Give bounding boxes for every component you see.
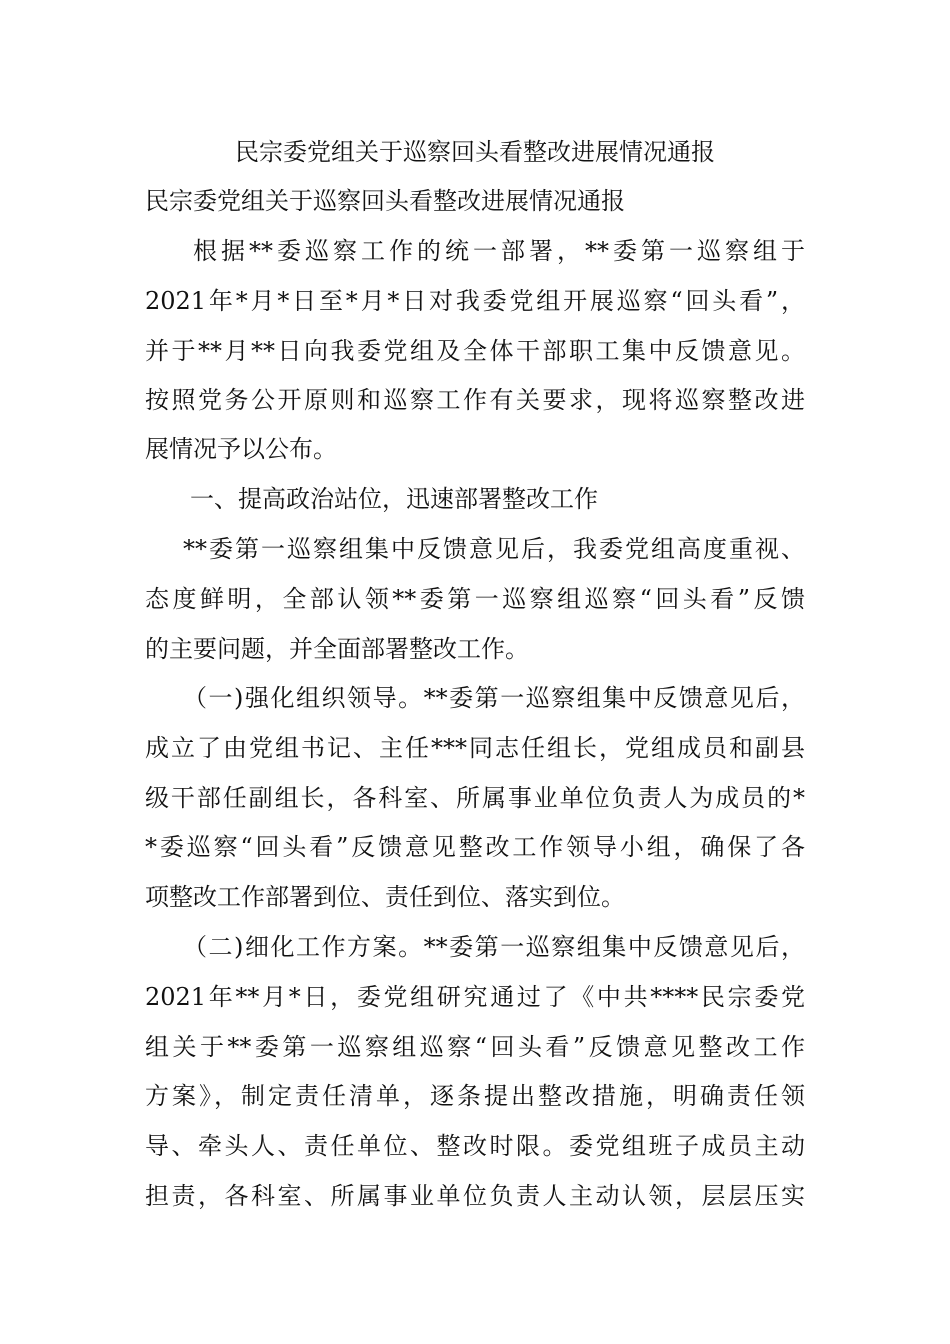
paragraph-4-line-3: 组关于**委第一巡察组巡察“回头看”反馈意见整改工作 [145, 1033, 805, 1061]
paragraph-4-line-2: 2021年**月*日，委党组研究通过了《中共****民宗委党 [145, 983, 805, 1011]
paragraph-3-line-4: *委巡察“回头看”反馈意见整改工作领导小组，确保了各 [145, 833, 805, 861]
paragraph-1-line-2: 2021年*月*日至*月*日对我委党组开展巡察“回头看”， [145, 287, 805, 315]
document-title: 民宗委党组关于巡察回头看整改进展情况通报 [235, 138, 715, 166]
document-title-repeat: 民宗委党组关于巡察回头看整改进展情况通报 [145, 187, 625, 215]
paragraph-1-line-5: 展情况予以公布。 [145, 435, 337, 463]
paragraph-2-line-3: 的主要问题，并全面部署整改工作。 [145, 635, 529, 663]
paragraph-4-line-6: 担责，各科室、所属事业单位负责人主动认领，层层压实 [145, 1182, 805, 1210]
paragraph-4-line-1: （二)细化工作方案。**委第一巡察组集中反馈意见后， [183, 933, 805, 961]
paragraph-3-line-5: 项整改工作部署到位、责任到位、落实到位。 [145, 883, 625, 911]
paragraph-2-line-2: 态度鲜明，全部认领**委第一巡察组巡察“回头看”反馈 [145, 585, 805, 613]
paragraph-1-line-3: 并于**月**日向我委党组及全体干部职工集中反馈意见。 [145, 337, 805, 365]
paragraph-3-line-1: （一)强化组织领导。**委第一巡察组集中反馈意见后， [183, 684, 805, 712]
paragraph-1-line-1: 根据**委巡察工作的统一部署，**委第一巡察组于 [193, 237, 805, 265]
section-heading-1: 一、提高政治站位，迅速部署整改工作 [190, 485, 598, 513]
paragraph-3-line-3: 级干部任副组长，各科室、所属事业单位负责人为成员的* [145, 784, 805, 812]
paragraph-4-line-5: 导、牵头人、责任单位、整改时限。委党组班子成员主动 [145, 1132, 805, 1160]
paragraph-3-line-2: 成立了由党组书记、主任***同志任组长，党组成员和副县 [145, 734, 805, 762]
paragraph-2-line-1: **委第一巡察组集中反馈意见后，我委党组高度重视、 [183, 535, 805, 563]
paragraph-1-line-4: 按照党务公开原则和巡察工作有关要求，现将巡察整改进 [145, 386, 805, 414]
paragraph-4-line-4: 方案》，制定责任清单，逐条提出整改措施，明确责任领 [145, 1082, 805, 1110]
